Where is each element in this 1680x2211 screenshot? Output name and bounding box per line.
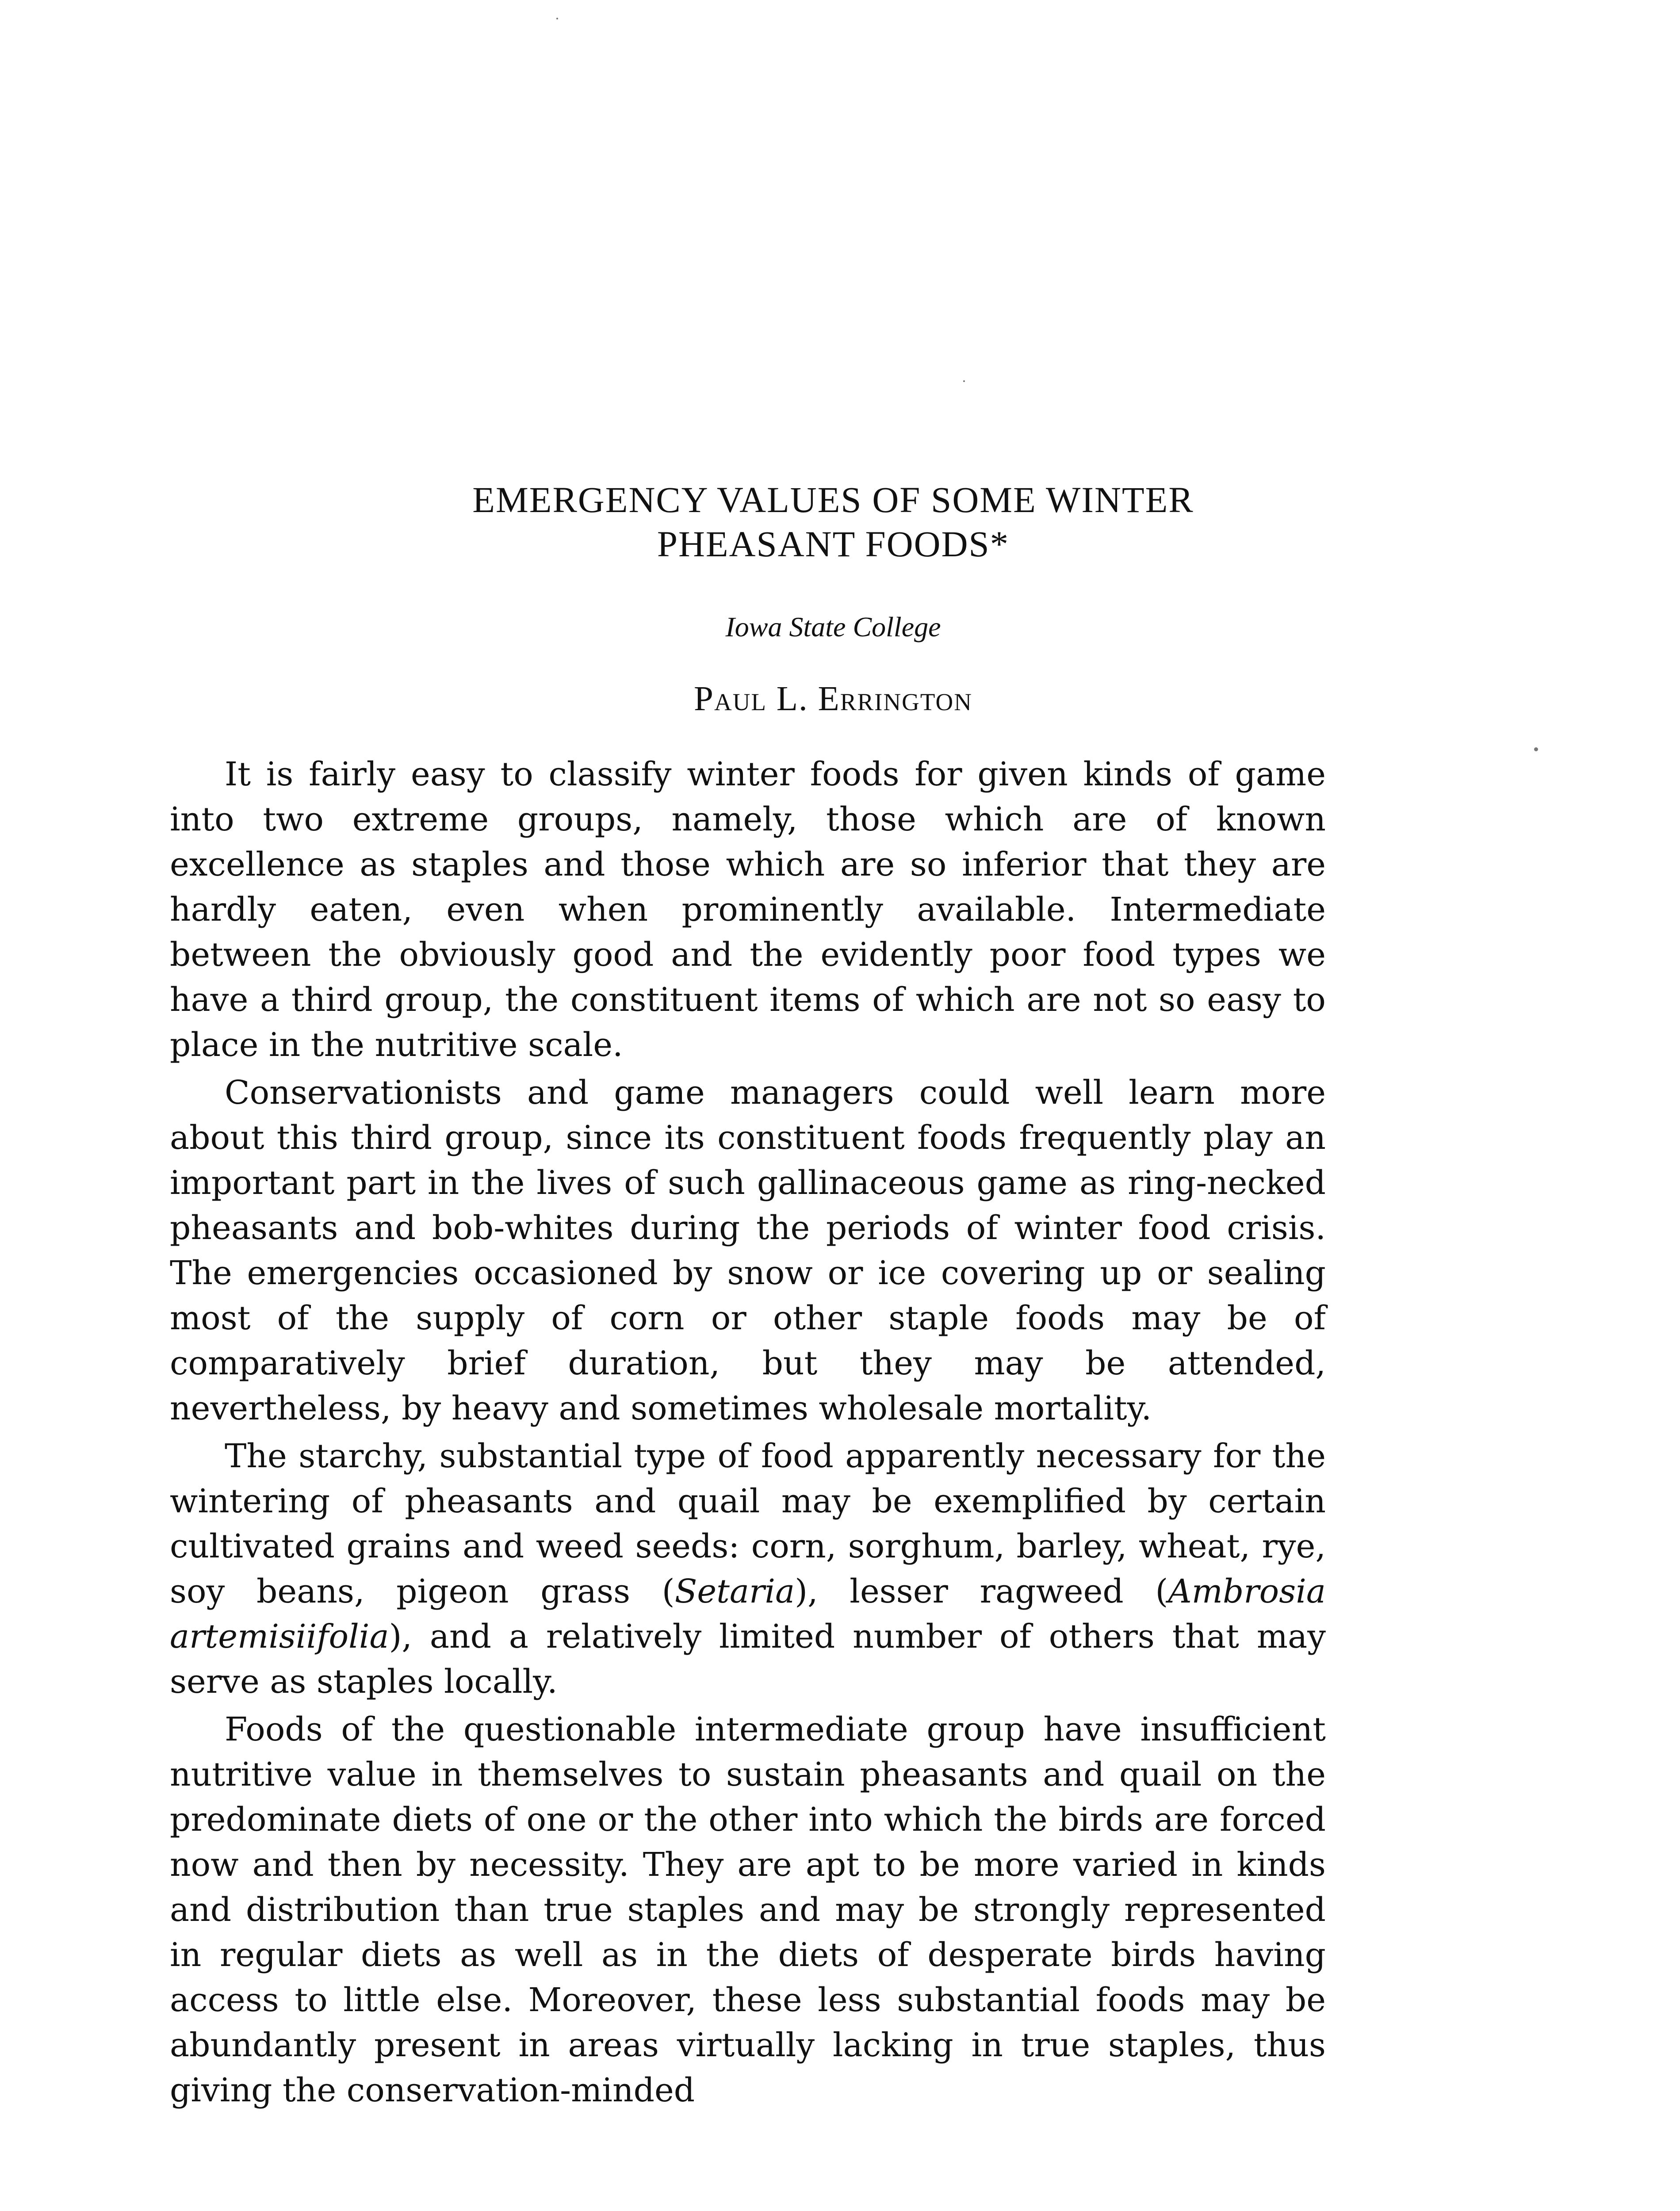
affiliation: Iowa State College xyxy=(725,611,941,643)
genus-setaria: Setaria xyxy=(674,1572,795,1610)
scan-speck xyxy=(963,380,965,382)
paragraph-3-text-a: The starchy, substantial type of food apparently necessary for the wintering of pheasants and quail may be exemplified by certain cultivated grains and weed seeds: corn, sorghum, barley, wheat, rye, soy beans, pigeon grass ( xyxy=(170,1437,1326,1610)
author-name: Paul L. Errington xyxy=(694,680,972,718)
title-line-2: PHEASANT FOODS* xyxy=(657,524,1010,564)
species-ambrosia: Ambrosia artemisiifolia xyxy=(170,1572,1326,1656)
paragraph-3-text-c: ), and a relatively limited number of others that may serve as staples locally. xyxy=(170,1618,1326,1701)
article-title xyxy=(170,478,1496,566)
title-line-1: EMERGENCY VALUES OF SOME WINTER xyxy=(472,479,1194,520)
paragraph-3-text-b: ), lesser ragweed ( xyxy=(795,1572,1168,1610)
paragraph-1: It is fairly easy to classify winter foods for given kinds of game into two extreme groups, namely, those which are of known excellence as staples and those which are so inferior that they are hardly eaten, even when prominently available. Intermediate between the obviously good and the evidently poor food types we have a third group, the constituent items of which are not so easy to place in the nutritive scale. xyxy=(170,755,1326,1064)
scan-speck xyxy=(1534,747,1538,751)
paragraph-4: Foods of the questionable intermediate group have insufficient nutritive value in themselves to sustain pheasants and quail on the predominate diets of one or the other into which the birds are forced now and then by necessity. They are apt to be more varied in kinds and distribution than true staples and may be strongly represented in regular diets as well as in the diets of desperate birds having access to little else. Moreover, these less substantial foods may be abundantly present in areas virtually lacking in true staples, thus giving the conservation-minded xyxy=(170,1710,1326,2109)
scan-speck xyxy=(556,18,558,19)
paragraph-3 xyxy=(170,1434,1326,1704)
paragraph-2: Conservationists and game managers could well learn more about this third group, since its constituent foods frequently play an important part in the lives of such gallinaceous game as ring-necked pheasants and bob-whites during the periods of winter food crisis. The emergencies occasioned by snow or ice covering up or sealing most of the supply of corn or other staple foods may be of comparatively brief duration, but they may be attended, nevertheless, by heavy and sometimes wholesale mortality. xyxy=(170,1074,1326,1427)
body-text xyxy=(170,752,1326,2115)
